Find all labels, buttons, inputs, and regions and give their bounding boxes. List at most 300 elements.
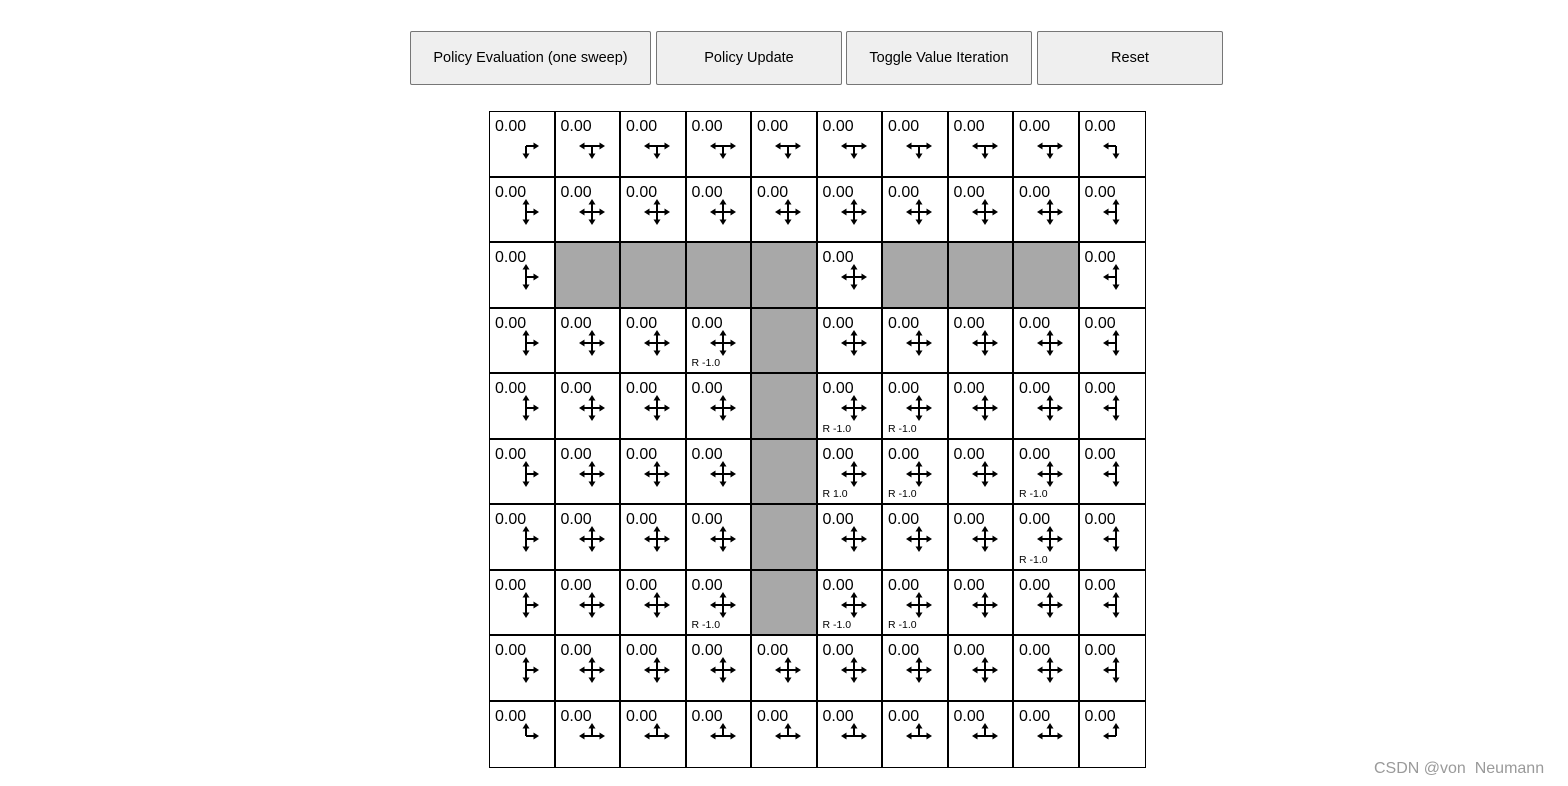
watermark: CSDN @von Neumann: [1374, 760, 1545, 777]
policy-arrows-icon: [579, 723, 605, 749]
state-value: 0.00: [953, 314, 985, 332]
grid-cell[interactable]: [556, 440, 622, 506]
policy-arrowhead-L: [579, 405, 585, 412]
policy-arrowhead-U: [1047, 657, 1054, 663]
state-value: 0.00: [691, 183, 723, 201]
policy-arrowhead-L: [710, 667, 716, 674]
grid-cell[interactable]: [1080, 702, 1146, 768]
grid-cell[interactable]: [883, 505, 949, 571]
grid-cell[interactable]: [490, 309, 556, 375]
grid-cell[interactable]: [818, 112, 884, 178]
policy-arrows-icon: [906, 330, 932, 356]
policy-arrowhead-L: [644, 208, 650, 215]
policy-arrowhead-R: [730, 143, 736, 150]
policy-arrowhead-D: [850, 612, 857, 618]
policy-arrows-icon: [710, 526, 736, 552]
policy-arrowhead-U: [916, 657, 923, 663]
state-value: 0.00: [626, 380, 658, 397]
policy-arrowhead-U: [850, 199, 857, 205]
state-value: 0.00: [495, 118, 527, 135]
grid-cell[interactable]: [883, 636, 949, 702]
toggle-value-iteration-button[interactable]: Toggle Value Iteration: [846, 31, 1032, 85]
policy-arrowhead-R: [927, 339, 933, 346]
state-value: 0.00: [1019, 118, 1051, 135]
policy-arrowhead-L: [841, 601, 847, 608]
policy-arrowhead-L: [579, 536, 585, 543]
policy-arrows-icon: [710, 461, 736, 487]
policy-arrowhead-U: [1047, 526, 1054, 532]
grid-cell[interactable]: [1014, 702, 1080, 768]
policy-arrows-icon: [710, 395, 736, 421]
policy-arrowhead-D: [719, 547, 726, 553]
policy-arrowhead-U: [850, 592, 857, 598]
policy-arrowhead-L: [710, 536, 716, 543]
wall-cell[interactable]: [752, 309, 818, 375]
policy-arrowhead-D: [981, 612, 988, 618]
policy-arrowhead-L: [841, 470, 847, 477]
policy-arrowhead-U: [588, 592, 595, 598]
policy-arrowhead-U: [916, 723, 923, 729]
wall-cell[interactable]: [883, 243, 949, 309]
state-value: 0.00: [495, 642, 527, 659]
policy-arrowhead-D: [981, 481, 988, 487]
reward-label: R -1.0: [691, 619, 721, 631]
policy-arrows-icon: [710, 330, 736, 356]
policy-arrows-icon: [775, 723, 801, 749]
policy-arrowhead-R: [730, 470, 736, 477]
grid-cell[interactable]: [883, 440, 949, 506]
wall-cell[interactable]: [1014, 243, 1080, 309]
state-value: 0.00: [757, 183, 789, 201]
grid-cell[interactable]: [1080, 571, 1146, 637]
policy-arrows-icon: [972, 592, 998, 618]
grid-cell[interactable]: [1014, 112, 1080, 178]
state-value: 0.00: [560, 707, 592, 725]
policy-arrows-icon: [710, 199, 736, 225]
grid-cell[interactable]: [490, 178, 556, 244]
policy-arrows-icon: [644, 526, 670, 552]
policy-arrowhead-R: [599, 470, 605, 477]
grid-cell[interactable]: [949, 636, 1015, 702]
policy-arrowhead-L: [710, 732, 716, 739]
grid-cell[interactable]: [1080, 636, 1146, 702]
policy-arrowhead-L: [841, 143, 847, 150]
policy-arrowhead-R: [927, 667, 933, 674]
policy-arrowhead-D: [523, 154, 530, 160]
grid-cell[interactable]: [818, 505, 884, 571]
grid-cell[interactable]: [818, 374, 884, 440]
policy-arrowhead-R: [927, 208, 933, 215]
policy-arrowhead-U: [1047, 395, 1054, 401]
grid-cell[interactable]: [490, 636, 556, 702]
policy-arrowhead-D: [850, 547, 857, 553]
policy-arrows-icon: [841, 657, 867, 683]
policy-arrowhead-L: [841, 208, 847, 215]
grid-cell[interactable]: [490, 571, 556, 637]
state-value: 0.00: [691, 314, 723, 332]
policy-arrowhead-L: [906, 732, 912, 739]
policy-arrowhead-L: [1103, 667, 1109, 674]
grid-cell[interactable]: [687, 505, 753, 571]
policy-arrowhead-R: [796, 143, 802, 150]
policy-arrowhead-R: [992, 208, 998, 215]
state-value: 0.00: [953, 707, 985, 725]
policy-arrowhead-R: [796, 667, 802, 674]
grid-cell[interactable]: [621, 702, 687, 768]
policy-arrows-icon: [906, 199, 932, 225]
policy-arrowhead-R: [1058, 601, 1064, 608]
policy-arrows-icon: [579, 526, 605, 552]
wall-cell[interactable]: [752, 571, 818, 637]
policy-arrowhead-R: [861, 732, 867, 739]
policy-arrowhead-D: [654, 350, 661, 356]
policy-arrowhead-R: [992, 470, 998, 477]
grid-cell[interactable]: [883, 702, 949, 768]
policy-arrows-icon: [579, 592, 605, 618]
policy-arrowhead-L: [972, 732, 978, 739]
policy-arrowhead-L: [1103, 339, 1109, 346]
policy-arrowhead-U: [523, 330, 530, 336]
grid-cell[interactable]: [687, 374, 753, 440]
reset-button[interactable]: Reset: [1037, 31, 1223, 85]
grid-cell[interactable]: [949, 440, 1015, 506]
policy-arrowhead-R: [599, 339, 605, 346]
policy-arrowhead-U: [1112, 526, 1119, 532]
state-value: 0.00: [1084, 183, 1116, 201]
policy-arrows-icon: [513, 395, 539, 421]
policy-arrowhead-L: [710, 601, 716, 608]
wall-cell[interactable]: [687, 243, 753, 309]
policy-arrowhead-L: [775, 667, 781, 674]
policy-arrows-icon: [906, 592, 932, 618]
grid-cell[interactable]: [621, 178, 687, 244]
policy-arrowhead-U: [1112, 264, 1119, 270]
policy-arrowhead-U: [588, 723, 595, 729]
policy-arrowhead-U: [719, 657, 726, 663]
policy-arrowhead-U: [1112, 199, 1119, 205]
policy-evaluation-button[interactable]: Policy Evaluation (one sweep): [410, 31, 651, 85]
grid-cell[interactable]: [1080, 112, 1146, 178]
grid-cell[interactable]: [1014, 505, 1080, 571]
policy-arrowhead-D: [981, 154, 988, 160]
policy-arrowhead-U: [588, 657, 595, 663]
wall-cell[interactable]: [752, 374, 818, 440]
state-value: 0.00: [626, 183, 658, 201]
grid-cell[interactable]: [1080, 374, 1146, 440]
state-value: 0.00: [560, 118, 592, 135]
grid-cell[interactable]: [818, 178, 884, 244]
grid-cell[interactable]: [818, 309, 884, 375]
policy-arrowhead-R: [927, 143, 933, 150]
state-value: 0.00: [1084, 249, 1116, 266]
grid-cell[interactable]: [687, 702, 753, 768]
grid-cell[interactable]: [1080, 309, 1146, 375]
grid-cell[interactable]: [621, 571, 687, 637]
policy-arrows-icon: [1103, 592, 1129, 618]
policy-arrowhead-D: [1112, 350, 1119, 356]
policy-arrowhead-U: [850, 723, 857, 729]
policy-arrows-icon: [972, 395, 998, 421]
policy-arrows-icon: [1037, 461, 1063, 487]
state-value: 0.00: [691, 511, 723, 528]
policy-arrowhead-D: [588, 350, 595, 356]
policy-arrowhead-R: [665, 143, 671, 150]
state-value: 0.00: [560, 183, 592, 201]
state-value: 0.00: [1019, 576, 1051, 594]
grid-cell[interactable]: [687, 112, 753, 178]
grid-cell[interactable]: [687, 571, 753, 637]
state-value: 0.00: [757, 118, 789, 135]
grid-cell[interactable]: [687, 178, 753, 244]
policy-arrowhead-D: [588, 612, 595, 618]
policy-arrowhead-L: [644, 732, 650, 739]
grid-cell[interactable]: [556, 309, 622, 375]
policy-arrowhead-D: [719, 219, 726, 225]
policy-arrowhead-D: [1112, 154, 1119, 160]
grid-cell[interactable]: [621, 374, 687, 440]
policy-arrowhead-L: [1103, 208, 1109, 215]
policy-arrows-icon: [841, 395, 867, 421]
state-value: 0.00: [822, 445, 854, 463]
grid-cell[interactable]: [818, 571, 884, 637]
grid-cell[interactable]: [556, 374, 622, 440]
policy-arrowhead-U: [654, 199, 661, 205]
policy-arrowhead-R: [730, 339, 736, 346]
policy-arrowhead-R: [534, 143, 540, 150]
grid-cell[interactable]: [818, 243, 884, 309]
policy-arrows-icon: [1037, 723, 1063, 749]
grid-cell[interactable]: [556, 178, 622, 244]
grid-cell[interactable]: [490, 112, 556, 178]
policy-arrowhead-R: [1058, 667, 1064, 674]
grid-cell[interactable]: [949, 374, 1015, 440]
policy-arrowhead-U: [850, 657, 857, 663]
policy-arrowhead-R: [534, 339, 540, 346]
policy-arrowhead-R: [992, 405, 998, 412]
grid-cell[interactable]: [1080, 178, 1146, 244]
policy-arrows-icon: [644, 330, 670, 356]
grid-cell[interactable]: [1080, 440, 1146, 506]
policy-arrowhead-D: [785, 154, 792, 160]
policy-arrows-icon: [906, 657, 932, 683]
state-value: 0.00: [953, 576, 985, 594]
policy-arrowhead-L: [1103, 470, 1109, 477]
policy-arrowhead-R: [992, 339, 998, 346]
state-value: 0.00: [1084, 707, 1116, 725]
grid-cell[interactable]: [883, 309, 949, 375]
grid-cell[interactable]: [621, 112, 687, 178]
policy-arrowhead-L: [1037, 143, 1043, 150]
state-value: 0.00: [888, 707, 920, 725]
reward-label: R -1.0: [888, 422, 917, 435]
grid-cell[interactable]: [490, 505, 556, 571]
policy-arrowhead-U: [850, 395, 857, 401]
grid-cell[interactable]: [752, 112, 818, 178]
grid-cell[interactable]: [883, 178, 949, 244]
grid-cell[interactable]: [1080, 243, 1146, 309]
grid-cell[interactable]: [949, 702, 1015, 768]
grid-cell[interactable]: [556, 112, 622, 178]
grid-cell[interactable]: [883, 571, 949, 637]
policy-arrowhead-R: [665, 536, 671, 543]
policy-arrowhead-U: [916, 592, 923, 598]
policy-arrowhead-D: [916, 154, 923, 160]
wall-cell[interactable]: [752, 440, 818, 506]
grid-cell[interactable]: [949, 571, 1015, 637]
grid-cell[interactable]: [687, 309, 753, 375]
policy-arrowhead-U: [523, 264, 530, 270]
state-value: 0.00: [888, 511, 920, 528]
state-value: 0.00: [953, 183, 985, 201]
policy-arrows-icon: [1037, 657, 1063, 683]
policy-arrowhead-U: [1047, 461, 1054, 467]
policy-arrowhead-U: [588, 330, 595, 336]
grid-cell[interactable]: [883, 374, 949, 440]
policy-arrowhead-R: [534, 274, 540, 281]
policy-arrowhead-R: [992, 536, 998, 543]
state-value: 0.00: [822, 314, 854, 332]
policy-arrowhead-L: [710, 143, 716, 150]
state-value: 0.00: [1019, 642, 1051, 659]
policy-arrowhead-L: [972, 405, 978, 412]
state-value: 0.00: [626, 642, 658, 659]
grid-cell[interactable]: [949, 178, 1015, 244]
policy-arrows-icon: [710, 657, 736, 683]
grid-cell[interactable]: [687, 636, 753, 702]
policy-arrows-icon: [644, 723, 670, 749]
reward-label: R -1.0: [691, 357, 721, 369]
grid-cell[interactable]: [490, 440, 556, 506]
policy-arrows-icon: [579, 395, 605, 421]
grid-cell[interactable]: [1014, 309, 1080, 375]
grid-cell[interactable]: [818, 440, 884, 506]
state-value: 0.00: [888, 380, 920, 397]
grid-cell[interactable]: [1014, 374, 1080, 440]
grid-cell[interactable]: [949, 112, 1015, 178]
policy-arrowhead-R: [665, 208, 671, 215]
policy-arrowhead-D: [1047, 481, 1054, 487]
grid-cell[interactable]: [949, 505, 1015, 571]
grid-cell[interactable]: [752, 636, 818, 702]
policy-arrows-icon: [644, 461, 670, 487]
grid-cell[interactable]: [818, 636, 884, 702]
policy-arrowhead-R: [599, 143, 605, 150]
grid-cell[interactable]: [752, 178, 818, 244]
policy-arrowhead-D: [916, 547, 923, 553]
policy-arrowhead-R: [927, 470, 933, 477]
state-value: 0.00: [626, 707, 658, 725]
grid-cell[interactable]: [621, 440, 687, 506]
grid-cell[interactable]: [687, 440, 753, 506]
state-value: 0.00: [1084, 445, 1116, 463]
policy-arrows-icon: [841, 133, 867, 159]
state-value: 0.00: [691, 707, 723, 725]
grid-cell[interactable]: [949, 309, 1015, 375]
policy-arrows-icon: [841, 526, 867, 552]
policy-arrows-icon: [775, 133, 801, 159]
policy-arrowhead-D: [1047, 547, 1054, 553]
wall-cell[interactable]: [752, 243, 818, 309]
state-value: 0.00: [691, 118, 723, 135]
policy-arrowhead-L: [579, 470, 585, 477]
wall-cell[interactable]: [556, 243, 622, 309]
state-value: 0.00: [495, 707, 527, 725]
grid-cell[interactable]: [1080, 505, 1146, 571]
grid-cell[interactable]: [556, 702, 622, 768]
policy-arrowhead-L: [775, 732, 781, 739]
policy-arrowhead-R: [534, 208, 540, 215]
grid-cell[interactable]: [556, 636, 622, 702]
policy-arrowhead-R: [992, 601, 998, 608]
policy-arrowhead-R: [665, 405, 671, 412]
policy-arrows-icon: [1037, 592, 1063, 618]
policy-arrowhead-L: [972, 667, 978, 674]
grid-cell[interactable]: [490, 374, 556, 440]
state-value: 0.00: [953, 511, 985, 528]
grid-cell[interactable]: [752, 702, 818, 768]
policy-arrowhead-L: [972, 339, 978, 346]
policy-arrowhead-L: [644, 339, 650, 346]
policy-arrowhead-U: [850, 461, 857, 467]
policy-arrowhead-U: [1112, 657, 1119, 663]
grid-cell[interactable]: [556, 571, 622, 637]
policy-arrowhead-U: [785, 723, 792, 729]
grid-cell[interactable]: [818, 702, 884, 768]
policy-arrowhead-U: [523, 199, 530, 205]
wall-cell[interactable]: [621, 243, 687, 309]
policy-update-button[interactable]: Policy Update: [656, 31, 842, 85]
policy-arrows-icon: [513, 526, 539, 552]
wall-cell[interactable]: [949, 243, 1015, 309]
grid-cell[interactable]: [621, 636, 687, 702]
grid-cell[interactable]: [490, 702, 556, 768]
state-value: 0.00: [495, 511, 527, 528]
grid-cell[interactable]: [1014, 636, 1080, 702]
grid-cell[interactable]: [1014, 440, 1080, 506]
policy-arrowhead-D: [981, 547, 988, 553]
grid-cell[interactable]: [621, 505, 687, 571]
policy-arrowhead-L: [1037, 732, 1043, 739]
wall-cell[interactable]: [752, 505, 818, 571]
policy-arrowhead-D: [850, 219, 857, 225]
policy-arrowhead-R: [534, 536, 540, 543]
policy-arrowhead-D: [981, 350, 988, 356]
grid-cell[interactable]: [556, 505, 622, 571]
policy-arrowhead-D: [981, 678, 988, 684]
policy-arrows-icon: [906, 461, 932, 487]
policy-arrowhead-R: [1058, 339, 1064, 346]
policy-arrowhead-U: [1047, 723, 1054, 729]
policy-arrowhead-L: [841, 339, 847, 346]
grid-cell[interactable]: [490, 243, 556, 309]
policy-arrows-icon: [710, 723, 736, 749]
policy-arrows-icon: [579, 330, 605, 356]
policy-arrows-icon: [906, 395, 932, 421]
policy-arrowhead-R: [534, 470, 540, 477]
grid-cell[interactable]: [1014, 571, 1080, 637]
state-value: 0.00: [757, 707, 789, 725]
policy-arrowhead-D: [916, 350, 923, 356]
policy-arrowhead-D: [1047, 350, 1054, 356]
policy-arrowhead-U: [981, 461, 988, 467]
policy-arrowhead-D: [523, 350, 530, 356]
policy-arrowhead-L: [710, 339, 716, 346]
policy-arrowhead-D: [1112, 678, 1119, 684]
policy-arrowhead-L: [1037, 470, 1043, 477]
grid-cell[interactable]: [1014, 178, 1080, 244]
grid-cell[interactable]: [621, 309, 687, 375]
grid-cell[interactable]: [883, 112, 949, 178]
